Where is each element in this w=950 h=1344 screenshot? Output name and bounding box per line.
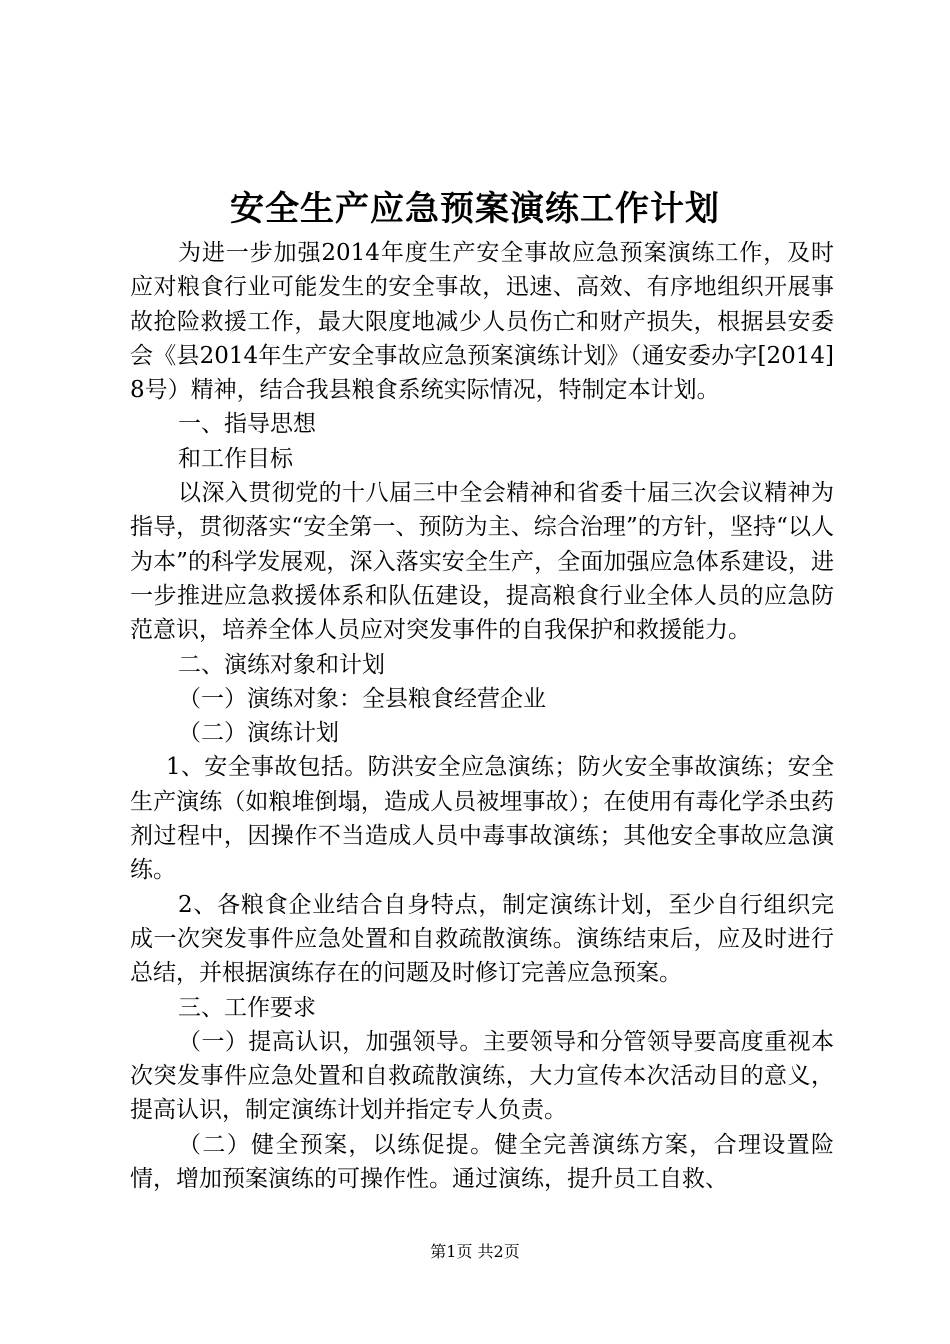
page-number-footer: 第1页 共2页 [430,1242,520,1261]
subheading-drill-object: （一）演练对象：全县粮食经营企业 [178,685,546,712]
paragraph-plan-item-1: 1、安全事故包括。防洪安全应急演练；防火安全事故演练；安全生产演练（如粮堆倒塌，造成人员被埋事故）；在使用有毒化学杀虫药剂过程中，因操作不当造成人员中毒事故演练；其他安全事故应急演练。 [130,754,834,884]
paragraph-guiding-thought: 以深入贯彻党的十八届三中全会精神和省委十届三次会议精神为指导，贯彻落实“安全第一、预防为主、综合治理”的方针，坚持“以人为本”的科学发展观，深入落实安全生产，全面加强应急体系建设，进一步推进应急救援体系和队伍建设，提高粮食行业全体人员的应急防范意识，培养全体人员应对突发事件的自我保护和救援能力。 [130,480,834,644]
subheading-drill-plan: （二）演练计划 [178,720,339,747]
heading-work-requirements: 三、工作要求 [178,994,316,1021]
heading-drill-targets: 二、演练对象和计划 [178,651,385,678]
paragraph-requirement-2: （二）健全预案，以练促提。健全完善演练方案，合理设置险情，增加预案演练的可操作性。通过演练，提升员工自救、 [130,1131,834,1193]
paragraph-intro: 为进一步加强2014年度生产安全事故应急预案演练工作，及时应对粮食行业可能发生的安全事故，迅速、高效、有序地组织开展事故抢险救援工作，最大限度地减少人员伤亡和财产损失，根据县安委会《县2014年生产安全事故应急预案演练计划》（通安委办字[2014]8号）精神，结合我县粮食系统实际情况，特制定本计划。 [130,240,834,404]
heading-work-goal: 和工作目标 [178,445,293,472]
document-body [130,236,834,1196]
paragraph-requirement-1: （一）提高认识，加强领导。主要领导和分管领导要高度重视本次突发事件应急处置和自救疏散演练，大力宣传本次活动目的意义，提高认识，制定演练计划并指定专人负责。 [130,1028,834,1124]
document-title: 安全生产应急预案演练工作计划 [230,189,720,229]
paragraph-plan-item-2: 2、各粮食企业结合自身特点，制定演练计划，至少自行组织完成一次突发事件应急处置和自救疏散演练。演练结束后，应及时进行总结，并根据演练存在的问题及时修订完善应急预案。 [130,891,834,987]
heading-guiding-thought: 一、指导思想 [178,411,316,438]
